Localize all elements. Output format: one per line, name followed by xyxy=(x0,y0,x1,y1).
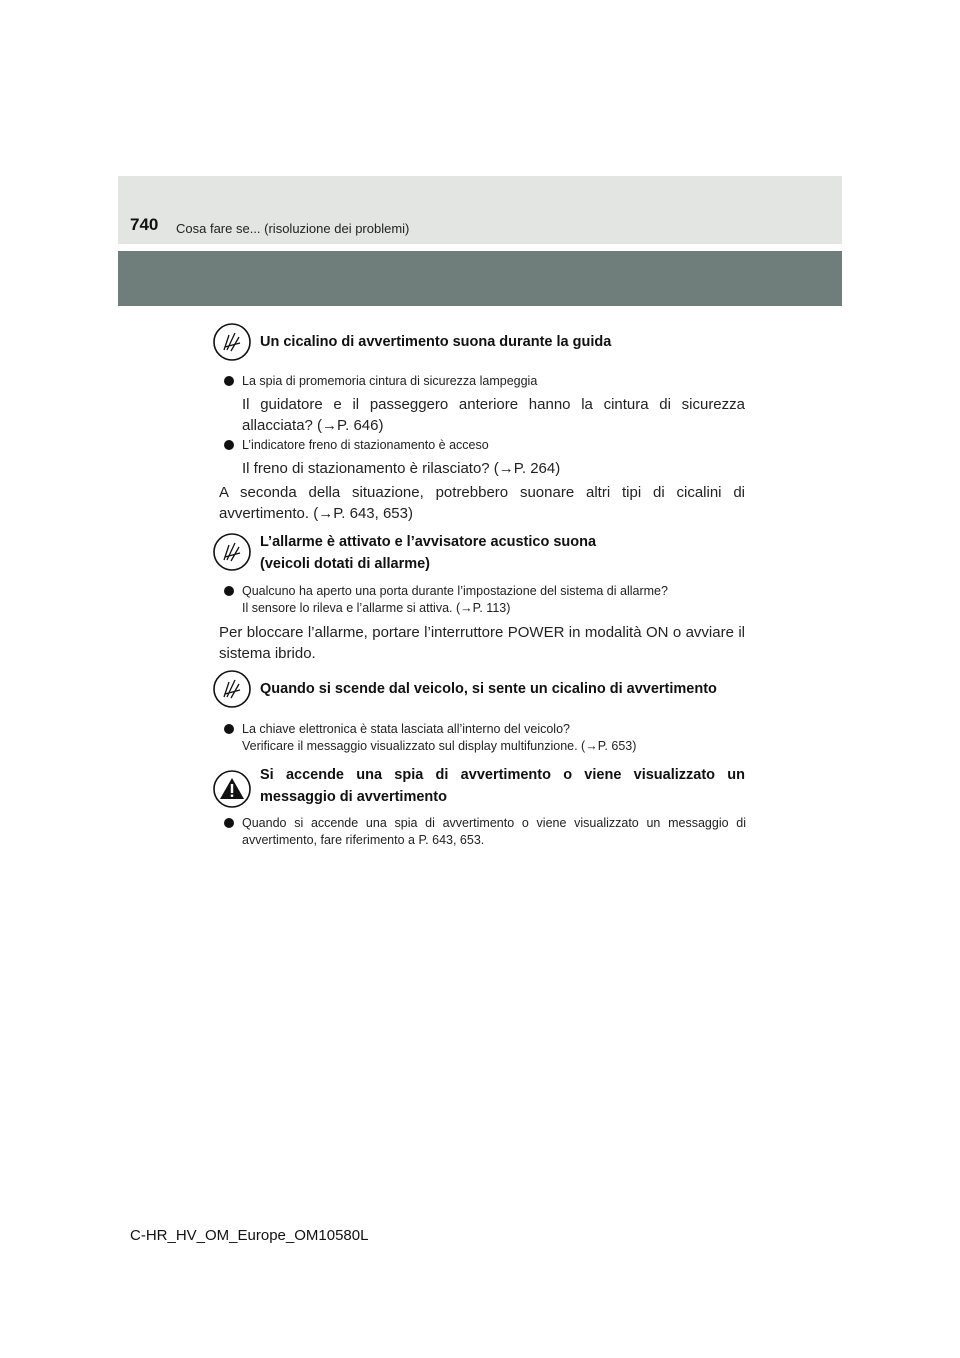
section-note: A seconda della situazione, potrebbero suonare altri tipi di cicalini di avvertimento. (→P. 643, 653) xyxy=(219,484,745,522)
page-number: 740 xyxy=(130,215,159,234)
warning-icon xyxy=(213,770,251,808)
answer-text: Il guidatore e il passeggero anteriore hanno la cintura di sicurezza allacciata? (→P. 646) xyxy=(242,396,745,434)
list-item: La spia di promemoria cintura di sicurezza lampeggia xyxy=(222,373,746,390)
section-heading-exit-beep: Quando si scende dal veicolo, si sente un cicalino di avvertimento xyxy=(260,681,717,697)
list-item: Quando si accende una spia di avvertimento o viene visualizzato un messaggio di avvertimento, fare riferimento a P. 643, 653. xyxy=(222,815,746,849)
section-heading-warning-light: Si accende una spia di avvertimento o viene visualizzato un messaggio di avvertimento xyxy=(260,767,745,805)
bullet-dot xyxy=(224,818,234,828)
section-heading-alarm: L’allarme è attivato e l’avvisatore acustico suona (veicoli dotati di allarme) xyxy=(260,534,597,572)
bullet-dot xyxy=(224,586,234,596)
list-item: La chiave elettronica è stata lasciata all’interno del veicolo? Verificare il messaggio visualizzato sul display multifunzione. (→P. 653) xyxy=(222,721,746,755)
bullet-dot xyxy=(224,376,234,386)
document-id: C-HR_HV_OM_Europe_OM10580L xyxy=(130,1227,369,1244)
list-item: L’indicatore freno di stazionamento è acceso xyxy=(222,437,746,454)
bullet-dot xyxy=(224,440,234,450)
notice-icon xyxy=(213,323,251,361)
list-item: Qualcuno ha aperto una porta durante l’impostazione del sistema di allarme? Il sensore lo rileva e l’allarme si attiva. (→P. 113) xyxy=(222,583,746,617)
title-band xyxy=(118,251,842,306)
section-note: Per bloccare l’allarme, portare l’interruttore POWER in modalità ON o avviare il sistema ibrido. xyxy=(219,624,745,662)
notice-icon xyxy=(213,670,251,708)
answer-text: Il freno di stazionamento è rilasciato? (→P. 264) xyxy=(242,460,561,477)
section-title: Cosa fare se... (risoluzione dei problemi) xyxy=(176,221,410,236)
section-heading-beep-driving: Un cicalino di avvertimento suona durante la guida xyxy=(260,334,612,350)
bullet-dot xyxy=(224,724,234,734)
notice-icon xyxy=(213,533,251,571)
